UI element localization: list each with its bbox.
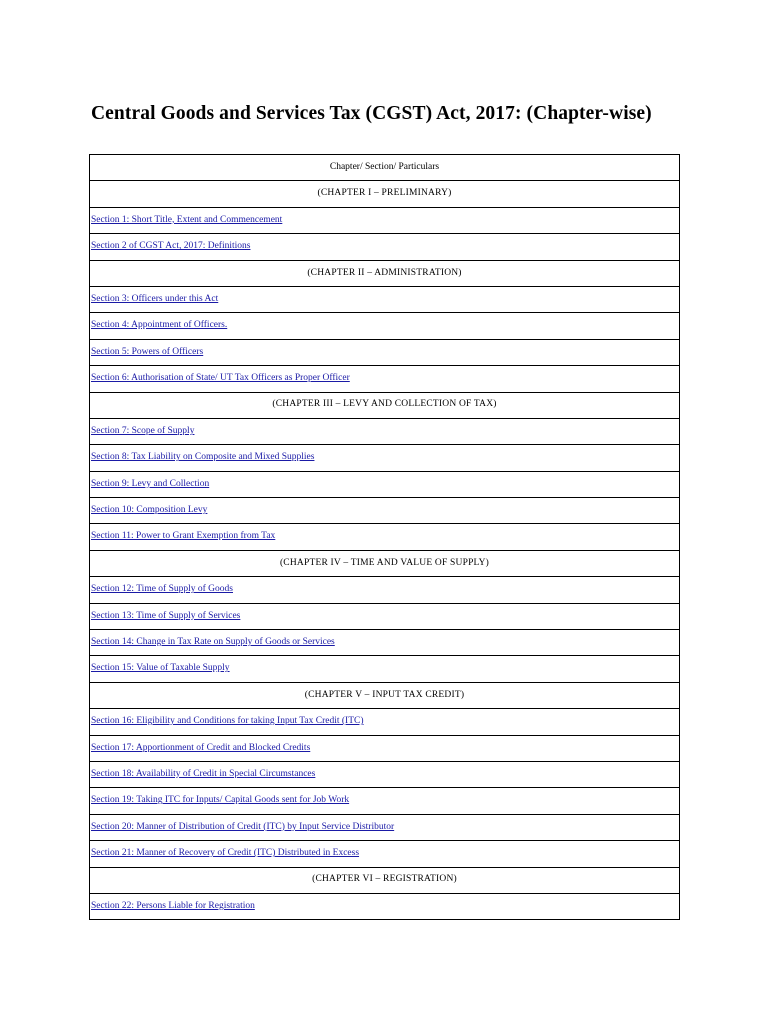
section-link[interactable]: Section 4: Appointment of Officers. [91,320,228,331]
page-title: Central Goods and Services Tax (CGST) Act, 2017: (Chapter-wise) [91,103,652,124]
section-row [90,577,680,603]
chapter-row [90,392,680,418]
section-row [90,630,680,656]
section-row [90,498,680,524]
table-header-cell: Chapter/ Section/ Particulars [90,155,680,181]
section-row [90,788,680,814]
section-row [90,761,680,787]
section-link[interactable]: Section 22: Persons Liable for Registration [91,900,255,911]
section-link[interactable]: Section 8: Tax Liability on Composite and Mixed Supplies [91,452,315,463]
section-link[interactable]: Section 15: Value of Taxable Supply [91,663,230,674]
chapter-heading: (CHAPTER IV – TIME AND VALUE OF SUPPLY) [90,550,680,576]
section-cell [90,524,680,550]
section-row [90,814,680,840]
section-cell [90,418,680,444]
section-cell [90,709,680,735]
section-cell [90,445,680,471]
chapter-heading: (CHAPTER III – LEVY AND COLLECTION OF TAX) [90,392,680,418]
section-link[interactable]: Section 6: Authorisation of State/ UT Tax Officers as Proper Officer [91,373,350,384]
section-row [90,841,680,867]
chapter-heading: (CHAPTER I – PRELIMINARY) [90,181,680,207]
chapter-row [90,181,680,207]
chapter-row [90,550,680,576]
section-link[interactable]: Section 18: Availability of Credit in Special Circumstances [91,768,316,779]
section-row [90,313,680,339]
section-cell [90,577,680,603]
chapter-heading: (CHAPTER II – ADMINISTRATION) [90,260,680,286]
section-cell [90,814,680,840]
section-cell [90,735,680,761]
section-cell [90,761,680,787]
section-link[interactable]: Section 19: Taking ITC for Inputs/ Capital Goods sent for Job Work [91,795,350,806]
section-link[interactable]: Section 11: Power to Grant Exemption from Tax [91,531,276,542]
section-link[interactable]: Section 14: Change in Tax Rate on Supply of Goods or Services [91,636,335,647]
section-cell [90,207,680,233]
section-cell [90,603,680,629]
section-cell [90,339,680,365]
section-cell [90,286,680,312]
section-cell [90,313,680,339]
chapter-heading: (CHAPTER V – INPUT TAX CREDIT) [90,682,680,708]
table-header-row [90,155,680,181]
chapter-heading: (CHAPTER VI – REGISTRATION) [90,867,680,893]
chapter-row [90,682,680,708]
section-link[interactable]: Section 13: Time of Supply of Services [91,610,241,621]
section-link[interactable]: Section 12: Time of Supply of Goods [91,584,233,595]
section-cell [90,841,680,867]
chapter-section-table [89,154,680,920]
section-row [90,893,680,919]
section-link[interactable]: Section 5: Powers of Officers [91,346,204,357]
table-body [90,155,680,920]
chapter-row [90,260,680,286]
section-cell [90,893,680,919]
section-row [90,656,680,682]
chapter-row [90,867,680,893]
section-row [90,418,680,444]
section-cell [90,366,680,392]
section-link[interactable]: Section 21: Manner of Recovery of Credit (ITC) Distributed in Excess [91,848,360,859]
section-row [90,603,680,629]
section-link[interactable]: Section 2 of CGST Act, 2017: Definitions [91,241,251,252]
section-row [90,735,680,761]
section-row [90,471,680,497]
section-link[interactable]: Section 7: Scope of Supply [91,425,195,436]
section-row [90,339,680,365]
section-row [90,207,680,233]
section-row [90,524,680,550]
section-row [90,445,680,471]
section-row [90,709,680,735]
section-cell [90,630,680,656]
section-cell [90,788,680,814]
section-link[interactable]: Section 20: Manner of Distribution of Credit (ITC) by Input Service Distributor [91,821,395,832]
section-link[interactable]: Section 10: Composition Levy [91,505,208,516]
section-link[interactable]: Section 3: Officers under this Act [91,293,219,304]
section-link[interactable]: Section 17: Apportionment of Credit and Blocked Credits [91,742,311,753]
section-row [90,286,680,312]
section-cell [90,471,680,497]
section-link[interactable]: Section 1: Short Title, Extent and Commencement [91,214,283,225]
section-link[interactable]: Section 9: Levy and Collection [91,478,210,489]
section-cell [90,498,680,524]
section-cell [90,656,680,682]
section-cell [90,234,680,260]
section-row [90,366,680,392]
section-row [90,234,680,260]
section-link[interactable]: Section 16: Eligibility and Conditions for taking Input Tax Credit (ITC) [91,716,364,727]
